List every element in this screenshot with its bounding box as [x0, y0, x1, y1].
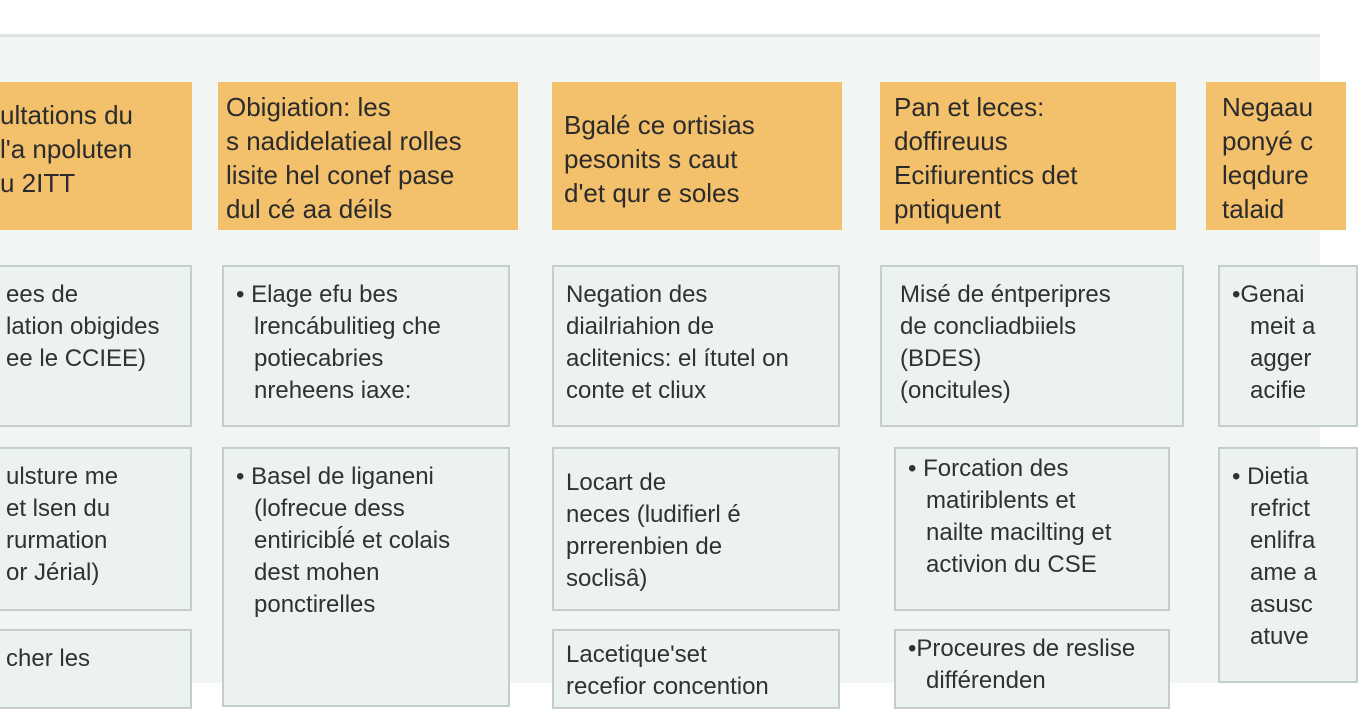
diagram-board — [0, 34, 1320, 700]
card-line: soclisȃ) — [566, 565, 648, 592]
card-line: rurmation — [6, 527, 108, 554]
column-2-card-2 — [222, 447, 510, 707]
column-1-card-2 — [0, 447, 192, 611]
card-line: meit a — [1250, 313, 1316, 340]
card-line: Misé de éntperipres — [900, 281, 1111, 308]
card-line: potiecabries — [254, 345, 384, 372]
header-line: lisite hel conef pase — [226, 160, 455, 190]
card-line: • Forcation des — [908, 455, 1069, 482]
column-3-card-1 — [552, 265, 840, 427]
card-line: atuve — [1250, 623, 1309, 650]
card-line: ees de — [6, 281, 79, 308]
column-1 — [0, 37, 192, 683]
card-line: (oncitules) — [900, 377, 1011, 404]
card-line: Lacetique'set — [566, 641, 707, 668]
card-line: ponctirelles — [254, 591, 376, 618]
column-4-card-2 — [894, 447, 1170, 611]
card-line: matiriblents et — [926, 487, 1076, 514]
card-line: •Genai — [1232, 281, 1305, 308]
card-line: ulsture me — [6, 463, 119, 490]
header-line: leqdure — [1222, 160, 1309, 190]
card-line: cher les — [6, 645, 91, 672]
card-line: • Dietia — [1232, 463, 1309, 490]
column-1-card-3 — [0, 629, 192, 709]
header-line: dul cé aa déils — [226, 194, 393, 224]
header-line: Obigiation: les — [226, 92, 391, 122]
card-line: (lofrecue dess — [254, 495, 405, 522]
card-line: acifie — [1250, 377, 1307, 404]
card-line: (BDES) — [900, 345, 982, 372]
card-line: nreheens iaxe: — [254, 377, 412, 404]
header-line: s nadidelatieal rolles — [226, 126, 462, 156]
column-2 — [218, 37, 518, 683]
header-line: d'et qur e soles — [564, 178, 740, 208]
column-3-card-2 — [552, 447, 840, 611]
header-line: pesonits s caut — [564, 144, 738, 174]
header-line: u 2ITT — [0, 168, 76, 198]
column-4 — [880, 37, 1176, 694]
header-line: pntiquent — [894, 194, 1001, 224]
header-line: ponyé c — [1222, 126, 1314, 156]
card-line: recefior concention — [566, 673, 769, 700]
card-line: différenden — [926, 667, 1046, 694]
header-line: doffireuus — [894, 126, 1008, 156]
column-1-header — [0, 82, 192, 230]
card-line: activion du CSE — [926, 551, 1097, 578]
card-line: aclitenics: el ítutel on — [566, 345, 789, 372]
column-3-header — [552, 82, 842, 230]
card-line: refrict — [1250, 495, 1310, 522]
column-1-card-1 — [0, 265, 192, 427]
card-line: ee le CCIEE) — [6, 345, 147, 372]
column-5-card-2 — [1218, 447, 1358, 683]
column-2-card-1 — [222, 265, 510, 427]
card-line: diailriahion de — [566, 313, 715, 340]
card-line: Locart de — [566, 469, 667, 496]
column-4-header — [880, 82, 1176, 230]
header-line: Negaau — [1222, 92, 1314, 122]
card-line: agger — [1250, 345, 1312, 372]
card-line: lrencábulitieg che — [254, 313, 441, 340]
header-line: Bgalé ce ortisias — [564, 110, 755, 140]
card-line: entiricibĺé et colais — [254, 527, 451, 554]
card-line: de concliadbiiels — [900, 313, 1077, 340]
header-line: Ecifiurentics det — [894, 160, 1078, 190]
header-line: l'a npoluten — [0, 134, 133, 164]
card-line: • Basel de liganeni — [236, 463, 434, 490]
card-line: dest mohen — [254, 559, 380, 586]
header-line: Pan et leces: — [894, 92, 1045, 122]
card-line: ame a — [1250, 559, 1317, 586]
card-line: nailte macilting et — [926, 519, 1112, 546]
card-line: conte et cliux — [566, 377, 707, 404]
header-line: ultations du — [0, 100, 133, 130]
column-4-card-3 — [894, 629, 1170, 709]
column-2-header — [218, 82, 518, 230]
card-line: •Proceures de reslise — [908, 635, 1136, 662]
column-5-header — [1206, 82, 1346, 230]
card-line: • Elage efu bes — [236, 281, 398, 308]
card-line: Negation des — [566, 281, 708, 308]
column-5 — [1206, 37, 1320, 683]
card-line: et lsen du — [6, 495, 111, 522]
column-5-card-1 — [1218, 265, 1358, 427]
column-4-card-1 — [880, 265, 1184, 427]
card-line: or Jérial) — [6, 559, 100, 586]
card-line: enlifra — [1250, 527, 1316, 554]
card-line: asusc — [1250, 591, 1313, 618]
header-line: talaid — [1222, 194, 1285, 224]
card-line: lation obigides — [6, 313, 160, 340]
column-3 — [552, 37, 842, 700]
card-line: prrerenbien de — [566, 533, 723, 560]
column-3-card-3 — [552, 629, 840, 709]
card-line: neces (Ɩudifierl é — [566, 501, 741, 528]
